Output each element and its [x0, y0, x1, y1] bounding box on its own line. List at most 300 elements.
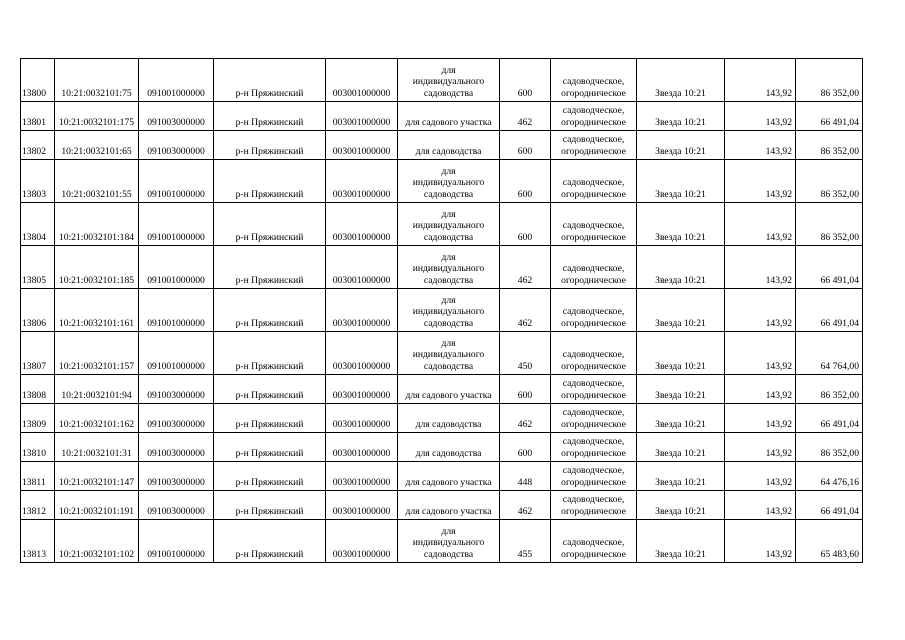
area-value: 462 — [517, 418, 533, 430]
cadastral-value: 86 352,00 — [820, 188, 859, 200]
cadastral-number: 10:21:0032101:65 — [61, 145, 132, 157]
cadastral-number: 10:21:0032101:55 — [61, 188, 132, 200]
land-use-category-line: садоводческое, — [562, 220, 625, 231]
cadastral-value: 66 491,04 — [820, 116, 859, 128]
valuation-zone: Звезда 10:21 — [655, 389, 706, 401]
specific-value-cell — [725, 160, 796, 203]
cadastral-value: 86 352,00 — [820, 145, 859, 157]
land-use-purpose-cell — [398, 462, 500, 491]
cadastral-number: 10:21:0032101:94 — [61, 389, 132, 401]
row-number-cell — [21, 433, 55, 462]
land-use-purpose-line: для садового участка — [405, 389, 492, 401]
land-use-category-line: садоводческое, — [562, 436, 625, 447]
land-use-purpose-line: индивидуального — [412, 349, 485, 360]
district-name-cell — [214, 491, 326, 520]
row-number-cell — [21, 246, 55, 289]
location-code-cell — [326, 289, 398, 332]
specific-value-cell — [725, 246, 796, 289]
okato-code-cell — [139, 375, 214, 404]
row-number-cell — [21, 203, 55, 246]
area-value: 462 — [517, 505, 533, 517]
district-name-cell — [214, 433, 326, 462]
cadastral-number-cell — [55, 462, 139, 491]
land-use-category-line: огородническое — [561, 389, 626, 401]
table-row — [21, 520, 863, 563]
valuation-zone-cell — [637, 131, 725, 160]
row-number: 13801 — [22, 116, 46, 128]
land-use-category-cell — [551, 59, 637, 102]
specific-value: 143,92 — [765, 317, 792, 329]
land-use-purpose-cell — [398, 160, 500, 203]
location-code: 003001000000 — [332, 188, 391, 200]
area-value: 600 — [517, 231, 533, 243]
cadastral-number-cell — [55, 59, 139, 102]
land-use-category-line: садоводческое, — [562, 407, 625, 418]
cadastral-number-cell — [55, 433, 139, 462]
land-use-category-cell — [551, 520, 637, 563]
specific-value-cell — [725, 203, 796, 246]
district-name: р-н Пряжинский — [235, 145, 304, 157]
land-use-purpose-cell — [398, 203, 500, 246]
valuation-zone-cell — [637, 375, 725, 404]
area-value: 462 — [517, 317, 533, 329]
specific-value-cell — [725, 59, 796, 102]
specific-value-cell — [725, 375, 796, 404]
location-code: 003001000000 — [332, 317, 391, 329]
land-use-category-line: огородническое — [561, 87, 626, 99]
land-use-category-cell — [551, 246, 637, 289]
okato-code-cell — [139, 289, 214, 332]
cadastral-number: 10:21:0032101:75 — [61, 87, 132, 99]
area-value-cell — [500, 520, 551, 563]
district-name: р-н Пряжинский — [235, 418, 304, 430]
location-code: 003001000000 — [332, 231, 391, 243]
valuation-zone: Звезда 10:21 — [655, 476, 706, 488]
row-number-cell — [21, 404, 55, 433]
land-use-category-line: огородническое — [561, 476, 626, 488]
location-code-cell — [326, 131, 398, 160]
cadastral-number-cell — [55, 131, 139, 160]
district-name: р-н Пряжинский — [235, 476, 304, 488]
specific-value: 143,92 — [765, 231, 792, 243]
location-code-cell — [326, 404, 398, 433]
okato-code-cell — [139, 332, 214, 375]
land-use-purpose-line: для садового участка — [405, 505, 492, 517]
land-use-category-cell — [551, 289, 637, 332]
land-use-purpose-line: для садового участка — [405, 116, 492, 128]
cadastral-number: 10:21:0032101:162 — [58, 418, 135, 430]
specific-value: 143,92 — [765, 447, 792, 459]
okato-code: 091003000000 — [147, 418, 205, 430]
okato-code: 091001000000 — [147, 548, 205, 560]
row-number: 13805 — [22, 274, 46, 286]
cadastral-number-cell — [55, 289, 139, 332]
cadastral-value: 65 483,60 — [820, 548, 859, 560]
land-use-category-line: садоводческое, — [562, 76, 625, 87]
table-row — [21, 462, 863, 491]
land-use-purpose-line: для — [441, 525, 456, 537]
land-use-category-line: садоводческое, — [562, 105, 625, 116]
cadastral-value-cell — [796, 433, 863, 462]
okato-code-cell — [139, 131, 214, 160]
area-value-cell — [500, 102, 551, 131]
valuation-zone-cell — [637, 491, 725, 520]
land-use-purpose-line: для садоводства — [415, 418, 482, 430]
area-value-cell — [500, 433, 551, 462]
area-value-cell — [500, 131, 551, 160]
valuation-zone-cell — [637, 59, 725, 102]
land-use-category-cell — [551, 160, 637, 203]
land-use-purpose-line: для — [441, 208, 456, 220]
land-use-purpose-line: индивидуального — [412, 306, 485, 317]
table-row — [21, 131, 863, 160]
table-row — [21, 160, 863, 203]
valuation-zone: Звезда 10:21 — [655, 548, 706, 560]
land-use-purpose-line: садоводства — [423, 548, 474, 560]
cadastral-number-cell — [55, 160, 139, 203]
district-name-cell — [214, 160, 326, 203]
area-value-cell — [500, 160, 551, 203]
valuation-zone-cell — [637, 203, 725, 246]
cadastral-value-cell — [796, 59, 863, 102]
land-use-category-line: садоводческое, — [562, 349, 625, 360]
cadastral-value-table — [20, 58, 863, 563]
land-use-category-line: садоводческое, — [562, 378, 625, 389]
area-value-cell — [500, 246, 551, 289]
valuation-zone-cell — [637, 433, 725, 462]
location-code-cell — [326, 433, 398, 462]
district-name: р-н Пряжинский — [235, 317, 304, 329]
land-use-category-line: садоводческое, — [562, 465, 625, 476]
district-name-cell — [214, 289, 326, 332]
area-value-cell — [500, 332, 551, 375]
land-use-category-cell — [551, 491, 637, 520]
table-row — [21, 203, 863, 246]
specific-value-cell — [725, 404, 796, 433]
okato-code: 091001000000 — [147, 317, 205, 329]
district-name-cell — [214, 59, 326, 102]
district-name-cell — [214, 203, 326, 246]
land-use-category-line: огородническое — [561, 145, 626, 157]
row-number-cell — [21, 102, 55, 131]
valuation-zone: Звезда 10:21 — [655, 274, 706, 286]
row-number-cell — [21, 59, 55, 102]
specific-value: 143,92 — [765, 505, 792, 517]
land-use-purpose-line: для — [441, 294, 456, 306]
district-name: р-н Пряжинский — [235, 505, 304, 517]
valuation-zone: Звезда 10:21 — [655, 87, 706, 99]
location-code-cell — [326, 491, 398, 520]
land-use-purpose-line: для — [441, 251, 456, 263]
area-value: 462 — [517, 274, 533, 286]
specific-value-cell — [725, 491, 796, 520]
table-row — [21, 404, 863, 433]
cadastral-number-cell — [55, 246, 139, 289]
row-number-cell — [21, 332, 55, 375]
land-use-purpose-cell — [398, 404, 500, 433]
district-name: р-н Пряжинский — [235, 274, 304, 286]
district-name-cell — [214, 375, 326, 404]
land-use-category-cell — [551, 433, 637, 462]
specific-value: 143,92 — [765, 418, 792, 430]
location-code: 003001000000 — [332, 145, 391, 157]
specific-value: 143,92 — [765, 116, 792, 128]
row-number: 13803 — [22, 188, 46, 200]
cadastral-value: 64 764,00 — [820, 360, 859, 372]
table-row — [21, 375, 863, 404]
table-row — [21, 102, 863, 131]
cadastral-value: 86 352,00 — [820, 389, 859, 401]
valuation-zone-cell — [637, 246, 725, 289]
specific-value-cell — [725, 433, 796, 462]
specific-value: 143,92 — [765, 188, 792, 200]
district-name: р-н Пряжинский — [235, 548, 304, 560]
okato-code: 091003000000 — [147, 505, 205, 517]
land-use-purpose-line: садоводства — [423, 274, 474, 286]
location-code: 003001000000 — [332, 476, 391, 488]
table-row — [21, 491, 863, 520]
location-code: 003001000000 — [332, 274, 391, 286]
valuation-zone-cell — [637, 520, 725, 563]
specific-value: 143,92 — [765, 274, 792, 286]
land-use-purpose-line: для — [441, 165, 456, 177]
specific-value: 143,92 — [765, 145, 792, 157]
area-value-cell — [500, 404, 551, 433]
cadastral-value: 66 491,04 — [820, 505, 859, 517]
specific-value: 143,92 — [765, 360, 792, 372]
cadastral-number-cell — [55, 520, 139, 563]
land-use-category-line: огородническое — [561, 188, 626, 200]
land-use-purpose-cell — [398, 102, 500, 131]
cadastral-number: 10:21:0032101:175 — [58, 116, 135, 128]
area-value: 600 — [517, 188, 533, 200]
district-name-cell — [214, 332, 326, 375]
valuation-zone: Звезда 10:21 — [655, 418, 706, 430]
row-number-cell — [21, 289, 55, 332]
land-use-purpose-line: садоводства — [423, 317, 474, 329]
area-value: 450 — [517, 360, 533, 372]
cadastral-value-cell — [796, 404, 863, 433]
district-name-cell — [214, 462, 326, 491]
okato-code: 091001000000 — [147, 274, 205, 286]
cadastral-number: 10:21:0032101:184 — [58, 231, 135, 243]
land-use-purpose-line: для — [441, 337, 456, 349]
okato-code-cell — [139, 246, 214, 289]
district-name: р-н Пряжинский — [235, 360, 304, 372]
land-use-category-cell — [551, 462, 637, 491]
area-value-cell — [500, 203, 551, 246]
land-use-purpose-line: индивидуального — [412, 537, 485, 548]
cadastral-number: 10:21:0032101:191 — [58, 505, 135, 517]
location-code-cell — [326, 520, 398, 563]
okato-code-cell — [139, 160, 214, 203]
specific-value: 143,92 — [765, 389, 792, 401]
specific-value-cell — [725, 289, 796, 332]
row-number-cell — [21, 491, 55, 520]
location-code-cell — [326, 332, 398, 375]
location-code-cell — [326, 375, 398, 404]
specific-value-cell — [725, 462, 796, 491]
land-use-purpose-cell — [398, 332, 500, 375]
area-value-cell — [500, 491, 551, 520]
table-row — [21, 246, 863, 289]
cadastral-number-cell — [55, 203, 139, 246]
land-use-purpose-cell — [398, 289, 500, 332]
land-use-category-cell — [551, 131, 637, 160]
land-use-purpose-line: индивидуального — [412, 177, 485, 188]
land-use-purpose-line: садоводства — [423, 87, 474, 99]
land-use-purpose-line: для садоводства — [415, 145, 482, 157]
land-use-category-cell — [551, 375, 637, 404]
location-code-cell — [326, 462, 398, 491]
valuation-zone-cell — [637, 289, 725, 332]
land-use-category-line: огородническое — [561, 317, 626, 329]
land-use-category-line: садоводческое, — [562, 263, 625, 274]
district-name-cell — [214, 520, 326, 563]
okato-code-cell — [139, 102, 214, 131]
okato-code-cell — [139, 433, 214, 462]
okato-code: 091001000000 — [147, 188, 205, 200]
land-use-purpose-line: для — [441, 64, 456, 76]
land-use-purpose-cell — [398, 59, 500, 102]
location-code-cell — [326, 246, 398, 289]
okato-code-cell — [139, 462, 214, 491]
specific-value-cell — [725, 332, 796, 375]
specific-value-cell — [725, 131, 796, 160]
cadastral-number-cell — [55, 491, 139, 520]
land-use-purpose-cell — [398, 375, 500, 404]
row-number-cell — [21, 462, 55, 491]
cadastral-value-cell — [796, 131, 863, 160]
area-value: 448 — [517, 476, 533, 488]
row-number: 13807 — [22, 360, 46, 372]
land-use-purpose-line: садоводства — [423, 360, 474, 372]
okato-code-cell — [139, 491, 214, 520]
valuation-zone: Звезда 10:21 — [655, 505, 706, 517]
cadastral-value-cell — [796, 375, 863, 404]
row-number: 13809 — [22, 418, 46, 430]
specific-value: 143,92 — [765, 548, 792, 560]
valuation-zone: Звезда 10:21 — [655, 145, 706, 157]
cadastral-number-cell — [55, 332, 139, 375]
specific-value: 143,92 — [765, 476, 792, 488]
cadastral-number-cell — [55, 102, 139, 131]
row-number: 13811 — [22, 476, 46, 488]
specific-value-cell — [725, 102, 796, 131]
land-use-purpose-cell — [398, 433, 500, 462]
cadastral-value: 86 352,00 — [820, 231, 859, 243]
specific-value: 143,92 — [765, 87, 792, 99]
land-use-category-line: огородническое — [561, 274, 626, 286]
land-use-category-line: огородническое — [561, 231, 626, 243]
land-use-purpose-line: для садового участка — [405, 476, 492, 488]
okato-code-cell — [139, 520, 214, 563]
location-code: 003001000000 — [332, 389, 391, 401]
okato-code: 091001000000 — [147, 231, 205, 243]
land-use-category-line: садоводческое, — [562, 537, 625, 548]
cadastral-value-cell — [796, 246, 863, 289]
location-code-cell — [326, 102, 398, 131]
land-use-category-line: садоводческое, — [562, 306, 625, 317]
okato-code: 091003000000 — [147, 476, 205, 488]
district-name-cell — [214, 131, 326, 160]
cadastral-value-cell — [796, 491, 863, 520]
okato-code-cell — [139, 404, 214, 433]
specific-value-cell — [725, 520, 796, 563]
location-code-cell — [326, 59, 398, 102]
location-code: 003001000000 — [332, 505, 391, 517]
land-use-category-cell — [551, 102, 637, 131]
land-use-purpose-cell — [398, 246, 500, 289]
area-value: 455 — [517, 548, 533, 560]
location-code: 003001000000 — [332, 418, 391, 430]
valuation-zone: Звезда 10:21 — [655, 447, 706, 459]
land-use-purpose-line: садоводства — [423, 188, 474, 200]
table-body — [21, 59, 863, 563]
district-name: р-н Пряжинский — [235, 116, 304, 128]
area-value-cell — [500, 59, 551, 102]
cadastral-value: 64 476,16 — [820, 476, 859, 488]
area-value: 600 — [517, 447, 533, 459]
district-name: р-н Пряжинский — [235, 231, 304, 243]
cadastral-value: 66 491,04 — [820, 418, 859, 430]
location-code-cell — [326, 203, 398, 246]
cadastral-value-cell — [796, 520, 863, 563]
okato-code: 091003000000 — [147, 447, 205, 459]
location-code: 003001000000 — [332, 447, 391, 459]
okato-code: 091001000000 — [147, 360, 205, 372]
land-use-purpose-cell — [398, 520, 500, 563]
district-name-cell — [214, 102, 326, 131]
land-use-category-line: огородническое — [561, 418, 626, 430]
valuation-zone-cell — [637, 404, 725, 433]
valuation-zone-cell — [637, 332, 725, 375]
cadastral-value-cell — [796, 462, 863, 491]
land-use-category-line: огородническое — [561, 360, 626, 372]
okato-code: 091003000000 — [147, 116, 205, 128]
row-number: 13813 — [22, 548, 46, 560]
district-name: р-н Пряжинский — [235, 389, 304, 401]
cadastral-number: 10:21:0032101:31 — [61, 447, 132, 459]
row-number: 13802 — [22, 145, 46, 157]
row-number-cell — [21, 520, 55, 563]
okato-code-cell — [139, 59, 214, 102]
okato-code-cell — [139, 203, 214, 246]
okato-code: 091003000000 — [147, 145, 205, 157]
okato-code: 091003000000 — [147, 389, 205, 401]
land-use-category-line: огородническое — [561, 505, 626, 517]
table-row — [21, 289, 863, 332]
land-use-purpose-line: для садоводства — [415, 447, 482, 459]
row-number: 13808 — [22, 389, 46, 401]
cadastral-value: 86 352,00 — [820, 447, 859, 459]
area-value-cell — [500, 375, 551, 404]
area-value: 600 — [517, 389, 533, 401]
land-use-category-cell — [551, 332, 637, 375]
valuation-zone: Звезда 10:21 — [655, 360, 706, 372]
row-number-cell — [21, 131, 55, 160]
table-row — [21, 332, 863, 375]
cadastral-value-cell — [796, 332, 863, 375]
land-use-category-line: огородническое — [561, 548, 626, 560]
location-code: 003001000000 — [332, 360, 391, 372]
row-number: 13804 — [22, 231, 46, 243]
cadastral-value: 66 491,04 — [820, 274, 859, 286]
cadastral-number-cell — [55, 375, 139, 404]
cadastral-value-cell — [796, 289, 863, 332]
land-use-purpose-line: индивидуального — [412, 263, 485, 274]
land-use-purpose-line: индивидуального — [412, 220, 485, 231]
